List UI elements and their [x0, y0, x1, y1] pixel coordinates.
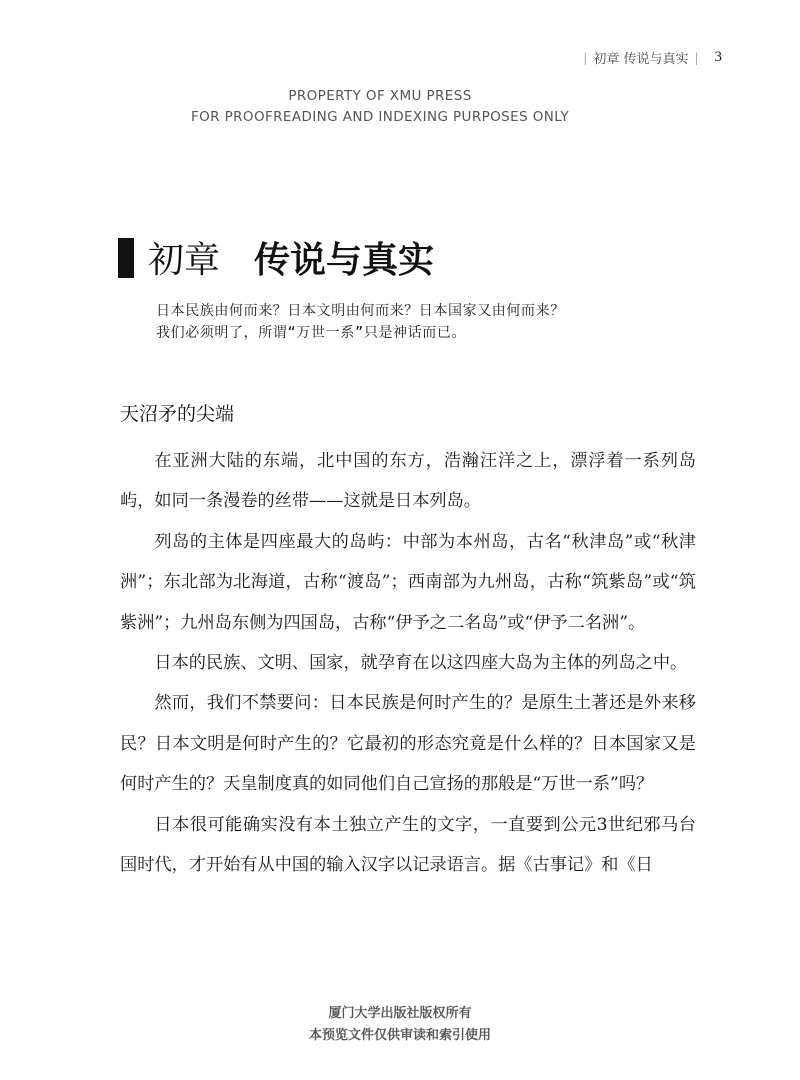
chapter-title: 传说与真实: [254, 240, 435, 281]
paragraph: 日本很可能确实没有本土独立产生的文字，一直要到公元3世纪邪马台国时代，才开始有从中国的输入汉字以记录语言。据《古事记》和《日: [120, 814, 696, 876]
body-text: [120, 441, 696, 885]
watermark-bottom-line: 本预览文件仅供审读和索引使用: [308, 1028, 491, 1043]
watermark-top-line: PROPERTY OF XMU PRESS: [288, 88, 472, 104]
section-title: 天沼矛的尖端: [120, 403, 235, 425]
paragraph: 日本的民族、文明、国家，就孕育在以这四座大岛为主体的列岛之中。: [154, 653, 688, 674]
running-head-title: 初章 传说与真实: [593, 52, 689, 67]
chapter-number: 初章: [148, 240, 221, 281]
paragraph: 列岛的主体是四座最大的岛屿：中部为本州岛，古名“秋津岛”或“秋津洲”；东北部为北海道，古称“渡岛”；西南部为九州岛，古称“筑紫岛”或“筑紫洲”；九州岛东侧为四国岛，古称“伊予之二名岛”或“伊予二名洲”。: [120, 531, 696, 633]
epigraph-line: 我们必须明了，所谓“万世一系”只是神话而已。: [156, 325, 467, 341]
watermark-top-line: FOR PROOFREADING AND INDEXING PURPOSES ONLY: [190, 109, 570, 125]
paragraph: 在亚洲大陆的东端，北中国的东方，浩瀚汪洋之上，漂浮着一系列岛屿，如同一条漫卷的丝带——这就是日本列岛。: [120, 451, 696, 512]
chapter-epigraph: [156, 300, 565, 344]
watermark-top: [0, 86, 760, 128]
watermark-bottom: [0, 1003, 800, 1047]
paragraph: 然而，我们不禁要问：日本民族是何时产生的？是原生土著还是外来移民？日本文明是何时产生的？它最初的形态究竟是什么样的？日本国家又是何时产生的？天皇制度真的如同他们自己宣扬的那般是“万世一系”吗？: [120, 693, 696, 795]
page-number: 3: [714, 49, 722, 65]
running-head-divider: |: [694, 50, 699, 65]
watermark-bottom-line: 厦门大学出版社版权所有: [328, 1006, 472, 1021]
chapter-marker-block: [118, 238, 134, 278]
chapter-heading: [118, 232, 434, 283]
epigraph-line: 日本民族由何而来？日本文明由何而来？日本国家又由何而来？: [156, 303, 565, 319]
running-head-divider: |: [583, 50, 588, 65]
running-head: [583, 48, 722, 67]
